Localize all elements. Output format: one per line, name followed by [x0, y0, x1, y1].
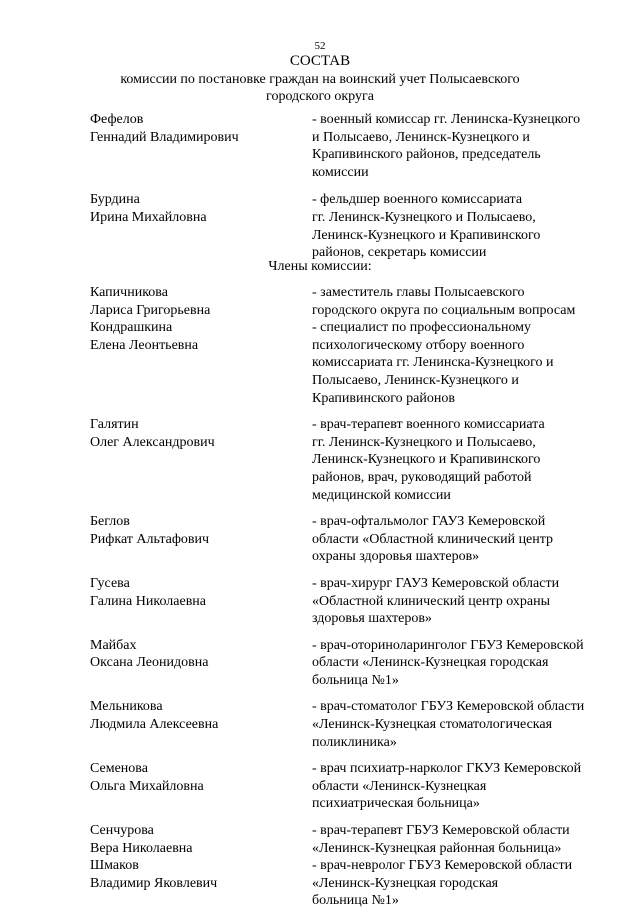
member-name: Семенова Ольга Михайловна [90, 761, 204, 794]
document-subtitle: комиссии по постановке граждан на воинский учет Полысаевского городского округа [120, 72, 520, 104]
secretary-entry [90, 191, 625, 261]
members-list [90, 284, 625, 910]
member-role: - врач психиатр-нарколог ГКУЗ Кемеровской области «Ленинск-Кузнецкая психиатрическая больница» [312, 761, 582, 812]
member-entry [90, 416, 625, 504]
member-entry [90, 513, 625, 566]
member-name: Шмаков Владимир Яковлевич [90, 858, 218, 891]
leadership-list [90, 111, 625, 262]
member-role: - врач-терапевт военного комиссариата гг. Ленинск-Кузнецкого и Полысаево, Ленинск-Кузнецкого и Крапивинского районов, врач, руководящий работой медицинской комиссии [312, 417, 545, 503]
member-entry [90, 822, 625, 857]
member-name: Кондрашкина Елена Леонтьевна [90, 320, 199, 353]
chairman-entry [90, 111, 625, 181]
page-number: 52 [314, 40, 326, 52]
member-name: Майбах Оксана Леонидовна [90, 637, 209, 671]
member-entry [90, 575, 625, 628]
member-role: - фельдшер военного комиссариата гг. Ленинск-Кузнецкого и Полысаево, Ленинск-Кузнецкого и Крапивинского районов, секретарь комиссии [312, 192, 541, 261]
member-name: Бурдина Ирина Михайловна [90, 192, 207, 225]
member-role: - врач-невролог ГБУЗ Кемеровской области «Ленинск-Кузнецкая городская больница №1» [312, 858, 573, 909]
member-role: - военный комиссар гг. Ленинска-Кузнецкого и Полысаево, Ленинск-Кузнецкого и Крапивинского районов, председатель комиссии [312, 112, 581, 180]
member-entry [90, 698, 625, 751]
member-role: - специалист по профессиональному психологическому отбору военного комиссариата гг. Ленинска-Кузнецкого и Полысаево, Ленинск-Кузнецкого и Крапивинского районов [312, 320, 554, 406]
member-name: Беглов Рифкат Альтафович [90, 514, 210, 547]
member-entry [90, 319, 625, 407]
member-role: - врач-оториноларинголог ГБУЗ Кемеровской области «Ленинск-Кузнецкая городская больница №1» [312, 637, 584, 688]
member-name: Гусева Галина Николаевна [90, 575, 207, 609]
member-role: - врач-хирург ГАУЗ Кемеровской области «Областной клинический центр охраны здоровья шахтеров» [312, 575, 560, 627]
member-name: Сенчурова Вера Николаевна [90, 823, 193, 856]
member-role: - врач-терапевт ГБУЗ Кемеровской области «Ленинск-Кузнецкая районная больница» [312, 823, 570, 856]
member-role: - врач-стоматолог ГБУЗ Кемеровской области «Ленинск-Кузнецкая стоматологическая поликлиника» [312, 699, 585, 750]
member-role: - заместитель главы Полысаевского городского округа по социальным вопросам [312, 285, 576, 318]
members-heading: Члены комиссии: [268, 259, 372, 274]
member-entry [90, 760, 625, 813]
member-role: - врач-офтальмолог ГАУЗ Кемеровской области «Областной клинический центр охраны здоровья шахтеров» [312, 514, 554, 565]
member-name: Галятин Олег Александрович [90, 417, 215, 450]
member-name: Мельникова Людмила Алексеевна [90, 699, 219, 733]
member-entry [90, 857, 625, 910]
member-entry [90, 284, 625, 319]
member-name: Фефелов Геннадий Владимирович [90, 112, 239, 145]
document-title: СОСТАВ [289, 53, 351, 69]
member-entry [90, 637, 625, 690]
member-name: Капичникова Лариса Григорьевна [90, 285, 211, 318]
